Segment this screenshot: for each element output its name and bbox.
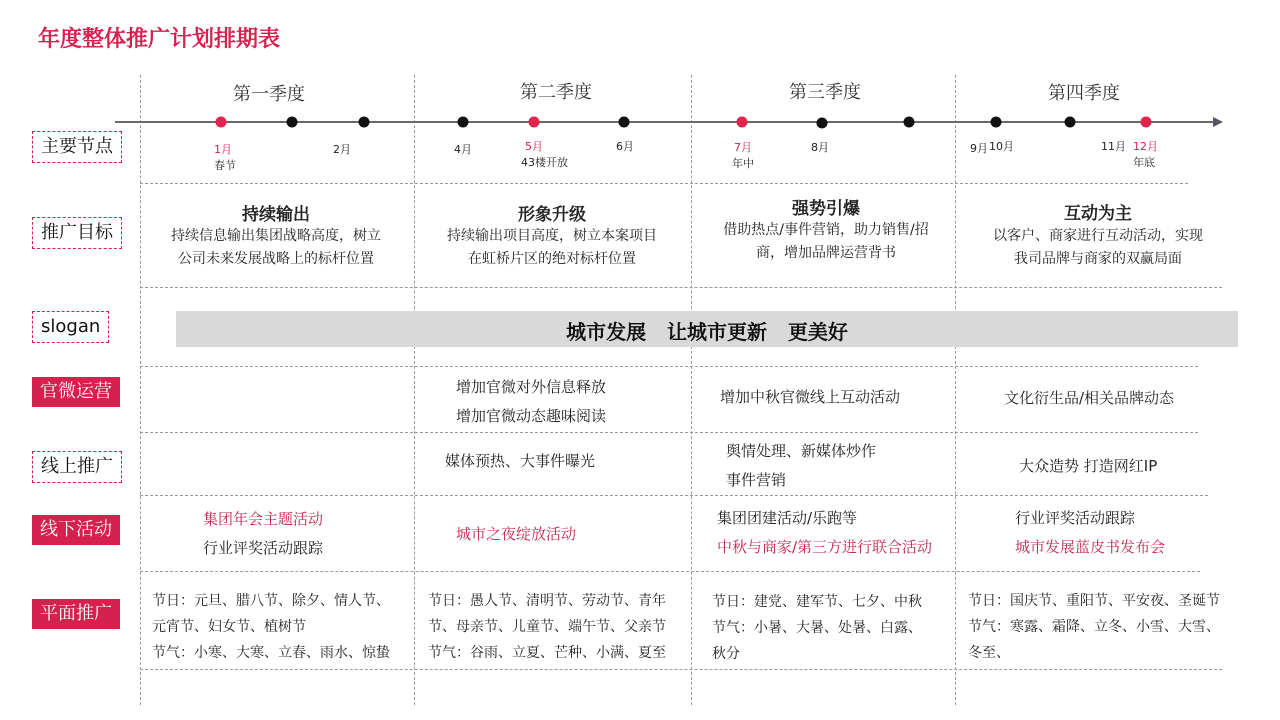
goal-body-q1: 持续信息输出集团战略高度，树立 公司未来发展战略上的标杆位置 <box>171 228 381 267</box>
goal-body-q3: 借助热点/事件营销，助力销售/招 商，增加品牌运营背书 <box>723 222 929 261</box>
timeline-dot <box>359 117 370 128</box>
month-label: 6月 <box>616 140 634 153</box>
timeline-dot <box>619 117 630 128</box>
month-label: 11月 <box>1101 140 1126 153</box>
month-label: 8月 <box>811 141 829 154</box>
column-divider <box>691 75 692 705</box>
row-label-wechat: 官微运营 <box>32 377 120 407</box>
quarter-3-header: 第三季度 <box>789 82 861 103</box>
page-title: 年度整体推广计划排期表 <box>38 27 281 52</box>
row-divider <box>140 495 1208 496</box>
month-label: 5月 <box>525 140 543 153</box>
offline-q2: 城市之夜绽放活动 <box>456 525 577 543</box>
row-label-offline: 线下活动 <box>32 515 120 545</box>
row-divider <box>140 366 1198 367</box>
timeline-dot <box>817 118 828 129</box>
timeline-dot-dec <box>1141 117 1152 128</box>
timeline-axis <box>115 121 1215 123</box>
month-label: 2月 <box>333 143 351 156</box>
goal-title-q4: 互动为主 <box>1064 204 1132 224</box>
timeline-dot <box>991 117 1002 128</box>
wechat-q4: 文化衍生品/相关品牌动态 <box>1004 389 1175 407</box>
print-q1: 节日：元旦、腊八节、除夕、情人节、 元宵节、妇女节、植树节 节气：小寒、大寒、立春、雨水、惊蛰 <box>152 593 390 661</box>
offline-q1: 集团年会主题活动 行业评奖活动跟踪 <box>203 510 324 557</box>
month-label: 12月 <box>1133 140 1158 153</box>
timeline-arrow-icon <box>1213 117 1223 127</box>
offline-q4: 行业评奖活动跟踪 城市发展蓝皮书发布会 <box>1015 509 1166 556</box>
offline-q3: 集团团建活动/乐跑等 中秋与商家/第三方进行联合活动 <box>717 509 933 556</box>
timeline-dot-jul <box>737 117 748 128</box>
goal-body-q2: 持续输出项目高度，树立本案项目 在虹桥片区的绝对标杆位置 <box>447 228 657 267</box>
row-label-slogan: slogan <box>32 311 109 343</box>
print-q2: 节日：愚人节、清明节、劳动节、青年 节、母亲节、儿童节、端午节、父亲节 节气：谷雨、立夏、芒种、小满、夏至 <box>428 593 666 661</box>
row-label-goal: 推广目标 <box>32 217 122 249</box>
wechat-q2: 增加官微对外信息释放 增加官微动态趣味阅读 <box>456 378 607 425</box>
timeline-dot <box>904 117 915 128</box>
goal-title-q2: 形象升级 <box>518 205 586 225</box>
row-label-print: 平面推广 <box>32 599 120 629</box>
row-divider <box>140 669 1222 670</box>
timeline-dot <box>1065 117 1076 128</box>
online-q4: 大众造势 打造网红IP <box>1019 457 1158 475</box>
goal-body-q4: 以客户、商家进行互动活动，实现 我司品牌与商家的双赢局面 <box>993 228 1203 267</box>
online-q2: 媒体预热、大事件曝光 <box>445 452 596 470</box>
goal-title-q3: 强势引爆 <box>792 199 860 219</box>
month-label: 7月 <box>734 141 752 154</box>
month-label: 10月 <box>989 140 1014 153</box>
event-label: 43楼开放 <box>521 156 568 169</box>
timeline-dot <box>287 117 298 128</box>
month-label: 9月 <box>970 142 988 155</box>
online-q3: 舆情处理、新媒体炒作 事件营销 <box>726 442 877 489</box>
event-label: 春节 <box>214 159 236 172</box>
goal-title-q1: 持续输出 <box>242 205 310 225</box>
timeline-dot-may <box>529 117 540 128</box>
month-label: 4月 <box>454 143 472 156</box>
row-divider <box>140 571 1200 572</box>
quarter-1-header: 第一季度 <box>233 84 305 105</box>
print-q4: 节日：国庆节、重阳节、平安夜、圣诞节 节气：寒露、霜降、立冬、小雪、大雪、 冬至、 <box>968 593 1220 661</box>
row-divider <box>140 432 1198 433</box>
timeline-dot-jan <box>216 117 227 128</box>
wechat-q3: 增加中秋官微线上互动活动 <box>720 388 901 406</box>
event-label: 年中 <box>732 157 754 170</box>
slogan-text: 城市发展 让城市更新 更美好 <box>566 320 848 344</box>
event-label: 年底 <box>1133 156 1155 169</box>
print-q3: 节日：建党、建军节、七夕、中秋 节气：小暑、大暑、处暑、白露、 秋分 <box>712 594 922 662</box>
row-label-online: 线上推广 <box>32 451 122 483</box>
timeline-dot <box>458 117 469 128</box>
column-divider <box>140 75 141 705</box>
quarter-4-header: 第四季度 <box>1048 83 1120 104</box>
column-divider <box>955 75 956 705</box>
row-divider <box>140 287 1222 288</box>
quarter-2-header: 第二季度 <box>520 82 592 103</box>
row-divider <box>140 183 1188 184</box>
row-label-nodes: 主要节点 <box>32 131 122 163</box>
month-label: 1月 <box>214 143 232 156</box>
column-divider <box>414 75 415 705</box>
